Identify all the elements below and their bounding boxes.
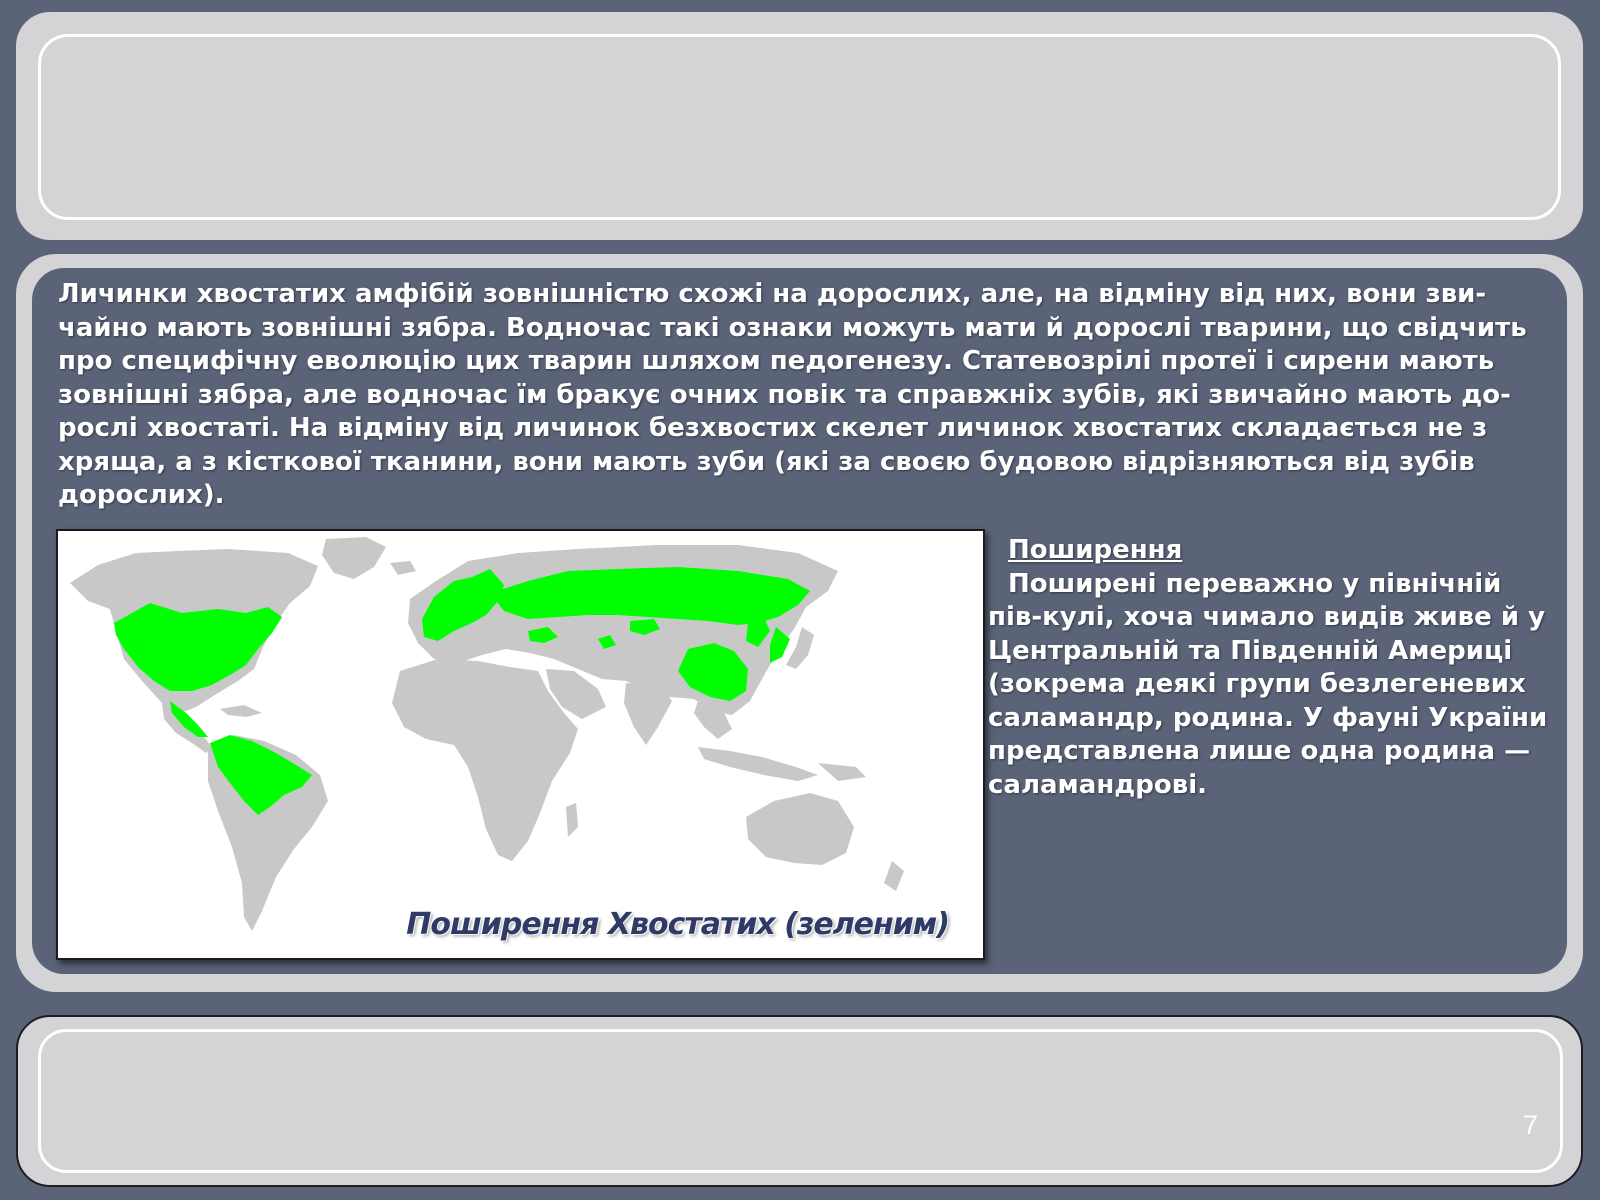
footer-panel-frame bbox=[38, 1029, 1563, 1173]
page-number: 7 bbox=[1522, 1110, 1538, 1140]
iceland-land bbox=[390, 561, 416, 575]
greenland-land bbox=[322, 537, 386, 579]
madagascar-land bbox=[566, 803, 578, 837]
australia-land bbox=[746, 793, 854, 865]
map-caption: Поширення Хвостатих (зеленим) bbox=[406, 907, 949, 942]
distribution-section bbox=[988, 534, 1558, 802]
india-land bbox=[624, 683, 672, 745]
caribbean-land bbox=[220, 705, 262, 717]
world-map-graphic bbox=[58, 531, 983, 958]
title-panel-frame bbox=[38, 34, 1561, 220]
africa-land bbox=[392, 659, 578, 861]
distribution-heading: Поширення bbox=[1008, 535, 1183, 565]
indonesia-land bbox=[698, 747, 818, 781]
range-north-america bbox=[114, 603, 282, 691]
main-paragraph: Личинки хвостатих амфібій зовнішністю схожі на дорослих, але, на відміну від них, вони зви- чайно мають зовнішні зябра. Водночас такі ознаки можуть мати й дорослі тварини, що свідчить про специфічну еволюцію цих тварин шляхом педогенезу. Статевозрілі протеї і сирени мають зовнішні зябра, але водночас їм бракує очних повік та справжніх зубів, які звичайно мають до- рослі хвостаті. На відміну від личинок безхвостих скелет личинок хвостатих складається не з хряща, а з кісткової тканини, вони мають зуби (які за своєю будовою відрізняються від зубів дорослих). bbox=[58, 279, 1527, 510]
distribution-text: Поширені переважно у північній пів-кулі, хоча чимало видів живе й у Центральній та Південній Америці (зокрема деякі групи безлегеневих саламандр, родина. У фауні України представлена лише одна родина — саламандрові. bbox=[988, 568, 1548, 800]
footer-panel bbox=[16, 1015, 1583, 1187]
new-zealand-land bbox=[884, 861, 904, 891]
new-guinea-land bbox=[818, 763, 866, 781]
distribution-map bbox=[56, 529, 985, 960]
title-panel bbox=[16, 12, 1583, 240]
